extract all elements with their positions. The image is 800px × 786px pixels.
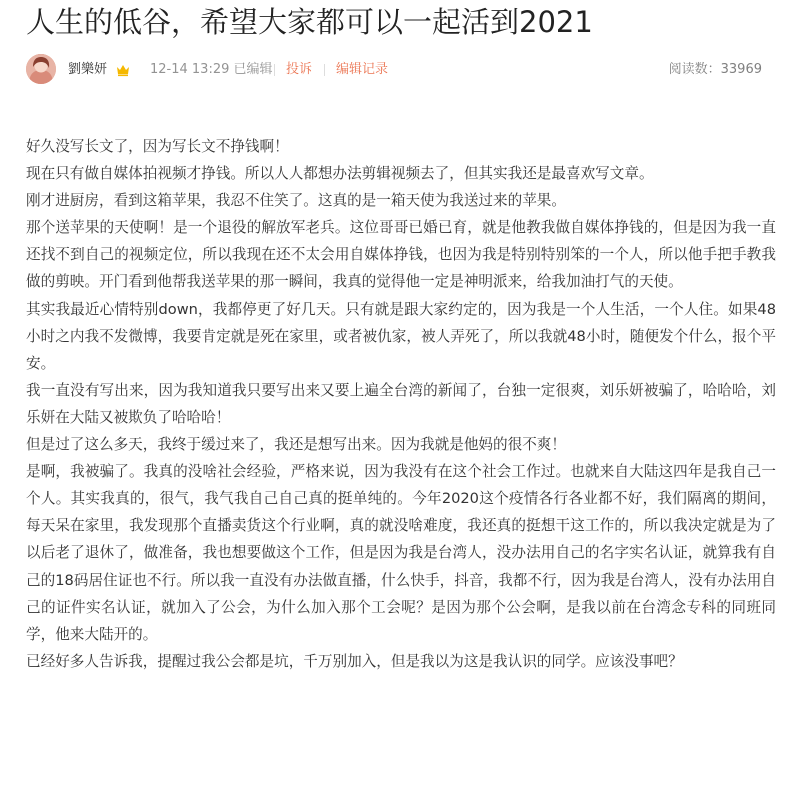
paragraph: 好久没写长文了，因为写长文不挣钱啊！ — [26, 138, 289, 155]
author-name[interactable]: 劉樂妍 — [68, 62, 108, 77]
article-meta — [26, 54, 774, 86]
meta-divider — [274, 64, 275, 76]
read-count: 阅读数：33969 — [668, 62, 762, 77]
author-avatar[interactable] — [26, 54, 56, 84]
paragraph: 已经好多人告诉我，提醒过我公会都是坑，千万别加入，但是我以为这是我认识的同学。应该没事吧？ — [26, 652, 683, 670]
paragraph: 其实我最近心情特别down，我都停更了好几天。只有就是跟大家约定的，因为我是一个人生活，一个人住。如果48小时之内我不发微博，我要肯定就是死在家里，或者被仇家，被人弄死了，所以我就48小时，随便发个什么，报个平安。 — [26, 300, 776, 372]
paragraph: 那个送苹果的天使啊！是一个退役的解放军老兵。这位哥哥已婚已育，就是他教我做自媒体挣钱的，但是因为我一直还找不到自己的视频定位，所以我现在还不太会用自媒体挣钱，也因为我是特别特别笨的一个人，所以他手把手教我做的剪映。开门看到他帮我送苹果的那一瞬间，我真的觉得他一定是神明派来，给我加油打气的天使。 — [26, 219, 776, 291]
paragraph: 我一直没有写出来，因为我知道我只要写出来又要上遍全台湾的新闻了，台独一定很爽，刘乐妍被骗了，哈哈哈，刘乐妍在大陆又被欺负了哈哈哈！ — [26, 381, 776, 426]
meta-divider — [324, 64, 325, 76]
paragraph: 刚才进厨房，看到这箱苹果，我忍不住笑了。这真的是一箱天使为我送过来的苹果。 — [26, 192, 566, 210]
paragraph: 是啊，我被骗了。我真的没啥社会经验，严格来说，因为我没有在这个社会工作过。也就来自大陆这四年是我自己一个人。其实我真的，很气，我气我自己自己真的挺单纯的。今年2020这个疫情各行各业都不好，我们隔离的期间，每天呆在家里，我发现那个直播卖货这个行业啊，真的就没啥难度，我还真的挺想干这工作的，所以我决定就是为了以后老了退休了，做准备，我也想要做这个工作，但是因为我是台湾人，没办法用自己的名字实名认证，就算我有自己的18码居住证也不行。所以我一直没有办法做直播，什么快手，抖音，我都不行，因为我是台湾人，没有办法用自己的证件实名认证，就加入了公会，为什么加入那个工会呢？是因为那个公会啊，是我以前在台湾念专科的同班同学，他来大陆开的。 — [26, 463, 776, 643]
paragraph: 现在只有做自媒体拍视频才挣钱。所以人人都想办法剪辑视频去了，但其实我还是最喜欢写文章。 — [26, 165, 654, 183]
avatar-icon — [26, 54, 56, 84]
vip-crown-icon — [116, 63, 130, 77]
edit-log-link[interactable]: 编辑记录 — [336, 62, 389, 77]
post-date: 12-14 13:29 已编辑 — [150, 62, 273, 77]
complain-link[interactable]: 投诉 — [286, 62, 313, 77]
article-title: 人生的低谷，希望大家都可以一起活到2021 — [26, 5, 593, 39]
article-body — [26, 133, 776, 675]
paragraph: 但是过了这么多天，我终于缓过来了，我还是想写出来。因为我就是他妈的很不爽！ — [26, 436, 566, 454]
